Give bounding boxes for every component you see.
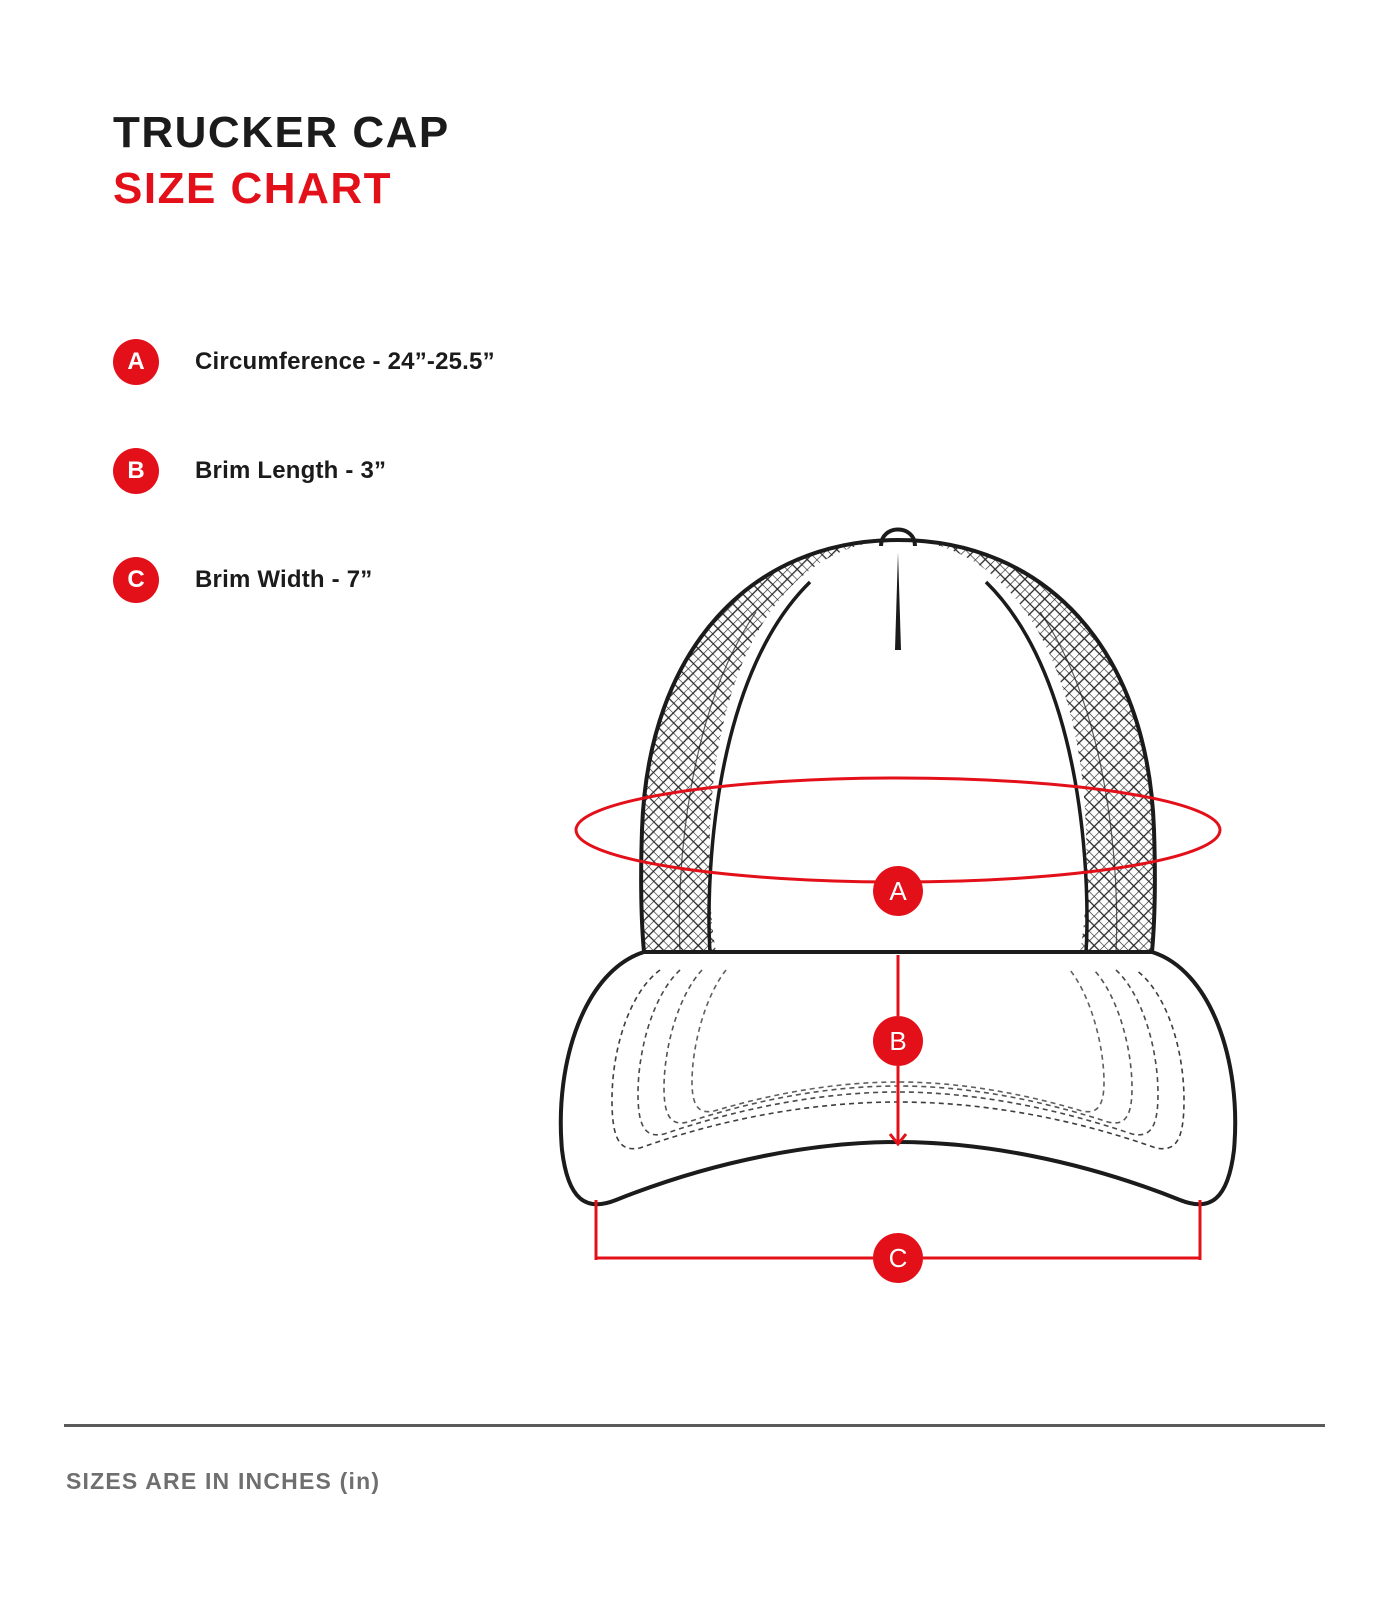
title-line-1: TRUCKER CAP bbox=[113, 108, 450, 157]
legend-badge-c: C bbox=[113, 557, 159, 603]
legend-badge-a: A bbox=[113, 339, 159, 385]
units-note: SIZES ARE IN INCHES (in) bbox=[66, 1468, 381, 1494]
list-item bbox=[113, 442, 633, 500]
legend-label-c: Brim Width - 7” bbox=[195, 566, 373, 593]
legend-label-b: Brim Length - 3” bbox=[195, 457, 387, 484]
measure-a-label: A bbox=[889, 876, 907, 906]
cap-diagram bbox=[520, 500, 1280, 1300]
measure-c-label: C bbox=[888, 1243, 908, 1273]
title-line-2: SIZE CHART bbox=[113, 164, 392, 214]
legend-label-a: Circumference - 24”-25.5” bbox=[195, 348, 495, 375]
page-title bbox=[113, 110, 450, 212]
measure-b-label: B bbox=[889, 1026, 907, 1056]
legend-badge-b: B bbox=[113, 448, 159, 494]
footer-divider bbox=[64, 1424, 1325, 1427]
list-item bbox=[113, 333, 633, 391]
